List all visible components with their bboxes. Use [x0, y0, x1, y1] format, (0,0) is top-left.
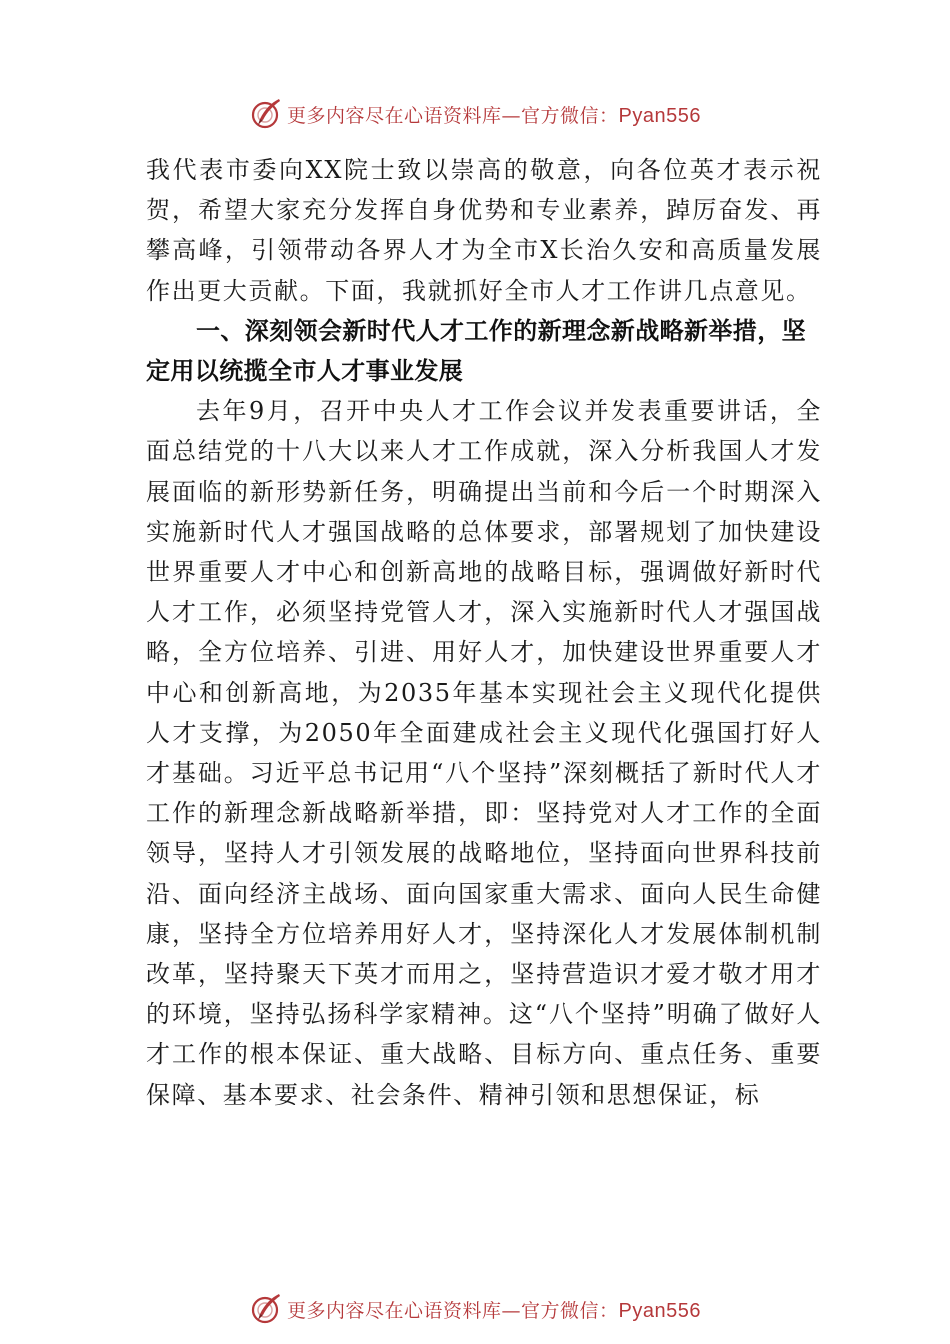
footer-banner-text — [287, 1296, 701, 1323]
quill-pen-logo-icon — [249, 1292, 283, 1326]
header-wechat-id: Pyan556 — [618, 104, 701, 127]
footer-wechat-label: 官方微信： — [521, 1299, 619, 1322]
footer-separator: — — [501, 1299, 522, 1322]
paragraph-2: 去年9月，召开中央人才工作会议并发表重要讲话，全面总结党的十八大以来人才工作成就，深入分析我国人才发展面临的新形势新任务，明确提出当前和今后一个时期深入实施新时代人才强国战略的总体要求，部署规划了加快建设世界重要人才中心和创新高地的战略目标，强调做好新时代人才工作，必须坚持党管人才，深入实施新时代人才强国战略，全方位培养、引进、用好人才，加快建设世界重要人才中心和创新高地，为2035年基本实现社会主义现代化提供人才支撑，为2050年全面建成社会主义现代化强国打好人才基础。习近平总书记用“八个坚持”深刻概括了新时代人才工作的新理念新战略新举措，即：坚持党对人才工作的全面领导，坚持人才引领发展的战略地位，坚持面向世界科技前沿、面向经济主战场、面向国家重大需求、面向人民生命健康，坚持全方位培养用好人才，坚持深化人才发展体制机制改革，坚持聚天下英才而用之，坚持营造识才爱才敬才用才的环境，坚持弘扬科学家精神。这“八个坚持”明确了做好人才工作的根本保证、重大战略、目标方向、重点任务、重要保障、基本要求、社会条件、精神引领和思想保证，标 — [146, 397, 822, 1109]
header-banner — [0, 94, 950, 134]
header-wechat-label: 官方微信： — [521, 104, 619, 127]
document-body — [146, 150, 822, 1115]
paragraph-1: 我代表市委向XX院士致以崇高的敬意，向各位英才表示祝贺，希望大家充分发挥自身优势和专业素养，踔厉奋发、再攀高峰，引领带动各界人才为全市X长治久安和高质量发展作出更大贡献。下面，我就抓好全市人才工作讲几点意见。 — [146, 156, 822, 305]
quill-pen-logo-icon — [249, 97, 283, 131]
footer-brand: 更多内容尽在心语资料库 — [287, 1299, 502, 1322]
footer-wechat-id: Pyan556 — [618, 1299, 701, 1322]
section-heading-1: 一、深刻领会新时代人才工作的新理念新战略新举措，坚定用以统揽全市人才事业发展 — [146, 316, 806, 386]
header-brand: 更多内容尽在心语资料库 — [287, 104, 502, 127]
header-separator: — — [501, 104, 522, 127]
header-banner-text — [287, 101, 701, 128]
footer-banner — [0, 1289, 950, 1329]
